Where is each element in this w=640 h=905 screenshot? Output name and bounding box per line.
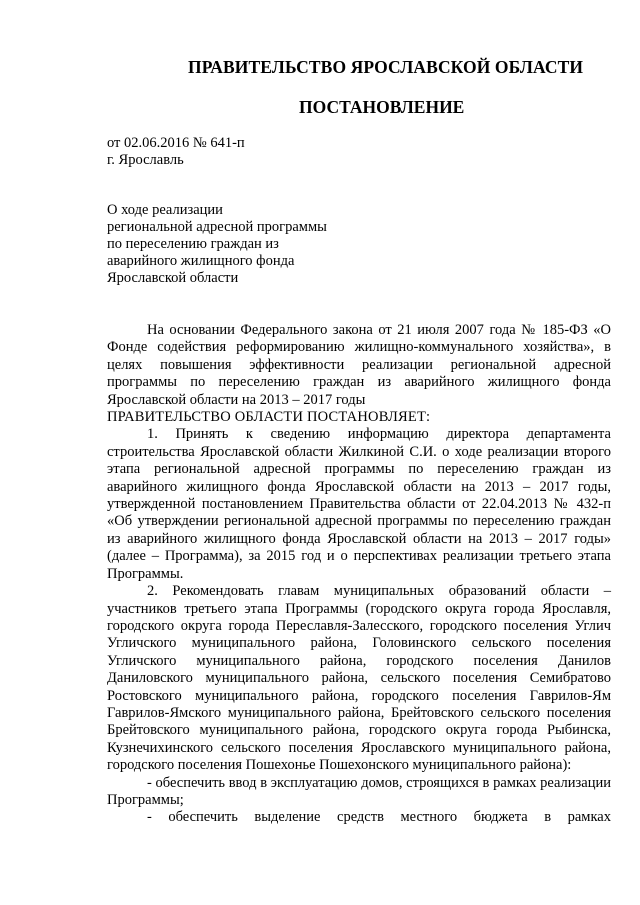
government-title: ПРАВИТЕЛЬСТВО ЯРОСЛАВСКОЙ ОБЛАСТИ xyxy=(188,57,584,77)
dash-item-2: - обеспечить выделение средств местного бюджета в рамках xyxy=(147,809,611,826)
date-number: от 02.06.2016 № 641-п xyxy=(107,135,245,151)
item-2-paragraph: 2. Рекомендовать главам муниципальных образований области – участников третьего этапа Программы (городского округа города Ярославля, городского округа города Переславля-Залесского, городского поселения Углич Угличского муниципального района, Головинского сельского поселения Угличского муниципального района, городского поселения Данилов Даниловского муниципального района, сельского поселения Семибратово Ростовского муниципального района, городского поселения Гаврилов-Ям Гаврилов-Ямского муниципального района, Брейтовского сельского поселения Брейтовского муниципального района, городского округа города Рыбинска, Кузнечихинского сельского поселения Ярославского муниципального района, городского поселения Пошехонье Пошехонского муниципального района): xyxy=(107,583,611,774)
subject-line: Ярославской области xyxy=(107,270,239,286)
document-type-title: ПОСТАНОВЛЕНИЕ xyxy=(299,97,465,117)
subject-line: О ходе реализации xyxy=(107,202,223,218)
subject-line: региональной адресной программы xyxy=(107,219,327,235)
document-meta xyxy=(107,135,245,169)
city: г. Ярославль xyxy=(107,152,184,168)
document-subject xyxy=(107,202,327,287)
subject-line: по переселению граждан из xyxy=(107,236,279,252)
resolve-heading: ПРАВИТЕЛЬСТВО ОБЛАСТИ ПОСТАНОВЛЯЕТ: xyxy=(107,409,431,426)
document-body xyxy=(107,322,611,827)
subject-line: аварийного жилищного фонда xyxy=(107,253,295,269)
dash-item-1: - обеспечить ввод в эксплуатацию домов, строящихся в рамках реализации Программы; xyxy=(107,774,611,808)
preamble-paragraph: На основании Федерального закона от 21 июля 2007 года № 185-ФЗ «О Фонде содействия реформированию жилищно-коммунального хозяйства», в целях повышения эффективности реализации региональной адресной программы по переселению граждан из аварийного жилищного фонда Ярославской области на 2013 – 2017 годы xyxy=(107,322,611,408)
item-1-paragraph: 1. Принять к сведению информацию директора департамента строительства Ярославской области Жилкиной С.И. о ходе реализации второго этапа региональной адресной программы по переселению граждан из аварийного жилищного фонда Ярославской области на 2013 – 2017 годы, утвержденной постановлением Правительства области от 22.04.2013 № 432-п «Об утверждении региональной адресной программы по переселению граждан из аварийного жилищного фонда Ярославской области на 2013 – 2017 годы» (далее – Программа), за 2015 год и о перспективах реализации третьего этапа Программы. xyxy=(107,426,611,582)
